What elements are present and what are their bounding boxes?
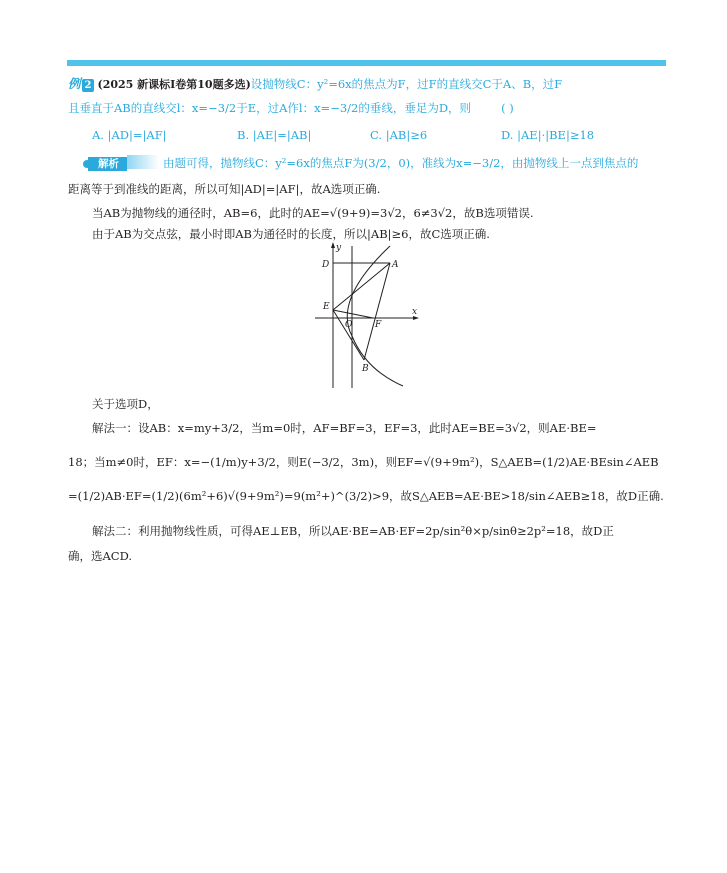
- example-number-badge: 2: [82, 79, 95, 92]
- answer-parentheses: ( ): [501, 101, 514, 115]
- segment-ea: [333, 263, 390, 310]
- focal-chord-ab: [364, 263, 390, 360]
- solution-p6-line-2: 确，选ACD.: [68, 549, 133, 563]
- segment-ef: [333, 310, 373, 318]
- example-text-line-1: 设抛物线C：y²=6x的焦点为F，过F的直线交C于A、B，过F: [250, 77, 563, 91]
- label-x: x: [412, 307, 418, 317]
- label-b: B: [362, 364, 369, 374]
- example-text-line-2: 且垂直于AB的直线交l：x=−3/2于E，过A作l：x=−3/2的垂线，垂足为D，则: [68, 101, 472, 115]
- solution-p2: 当AB为抛物线的通径时，AB=6，此时的AE=√(9+9)=3√2，6≠3√2，故B选项错误.: [92, 206, 534, 220]
- parabola-figure: [311, 240, 423, 390]
- label-y: y: [336, 243, 342, 253]
- solution-p5-line-2: 18；当m≠0时，EF：x=−(1/m)y+3/2，则E(−3/2，3m)，则EF=√(9+9m²)，S△AEB=(1/2)AE·BEsin∠AEB: [68, 455, 659, 469]
- label-e: E: [323, 302, 330, 312]
- solution-p4: 关于选项D，: [92, 397, 159, 411]
- solution-p3: 由于AB为交点弦，最小时即AB为通径时的长度，所以|AB|≥6，故C选项正确.: [92, 227, 490, 241]
- label-f: F: [375, 320, 382, 330]
- header-accent-bar: [67, 60, 666, 66]
- example-source: (2025 新课标Ⅰ卷第10题多选): [97, 78, 251, 91]
- option-b: B. |AE|=|AB|: [237, 128, 312, 142]
- option-d: D. |AE|·|BE|≥18: [501, 128, 595, 142]
- solution-p6-line-1: 解法二：利用抛物线性质，可得AE⊥EB，所以AE·BE=AB·EF=2p/sin²θ×p/sinθ≥2p²=18，故D正: [92, 524, 614, 538]
- y-axis-arrow-icon: [331, 242, 335, 248]
- example-line-1: [68, 76, 668, 93]
- option-a: A. |AD|=|AF|: [92, 128, 167, 142]
- solution-p5-line-3: =(1/2)AB·EF=(1/2)(6m²+6)√(9+9m²)=9(m²+)^(3/2)>9，故S△AEB=AE·BE>18/sin∠AEB≥18，故D正确.: [68, 489, 664, 503]
- label-a: A: [392, 260, 399, 270]
- solution-p1-line-2: 距离等于到准线的距离，所以可知|AD|=|AF|，故A选项正确.: [68, 182, 381, 196]
- solution-p5-line-1: 解法一：设AB：x=my+3/2，当m=0时，AF=BF=3，EF=3，此时AE=BE=3√2，则AE·BE=: [92, 421, 597, 435]
- solution-tag-gradient: [127, 155, 159, 169]
- solution-dot-icon: [83, 160, 91, 168]
- example-label: 例: [68, 76, 81, 91]
- option-c: C. |AB|≥6: [370, 128, 428, 142]
- label-d: D: [322, 260, 330, 270]
- solution-p1-line-1: 由题可得，抛物线C：y²=6x的焦点F为(3/2，0)，准线为x=−3/2，由抛物线上一点到焦点的: [163, 156, 639, 170]
- example-line-2: [68, 100, 668, 116]
- solution-line-1: [88, 155, 668, 171]
- label-o: O: [345, 320, 353, 330]
- solution-tag: 解析: [88, 157, 127, 171]
